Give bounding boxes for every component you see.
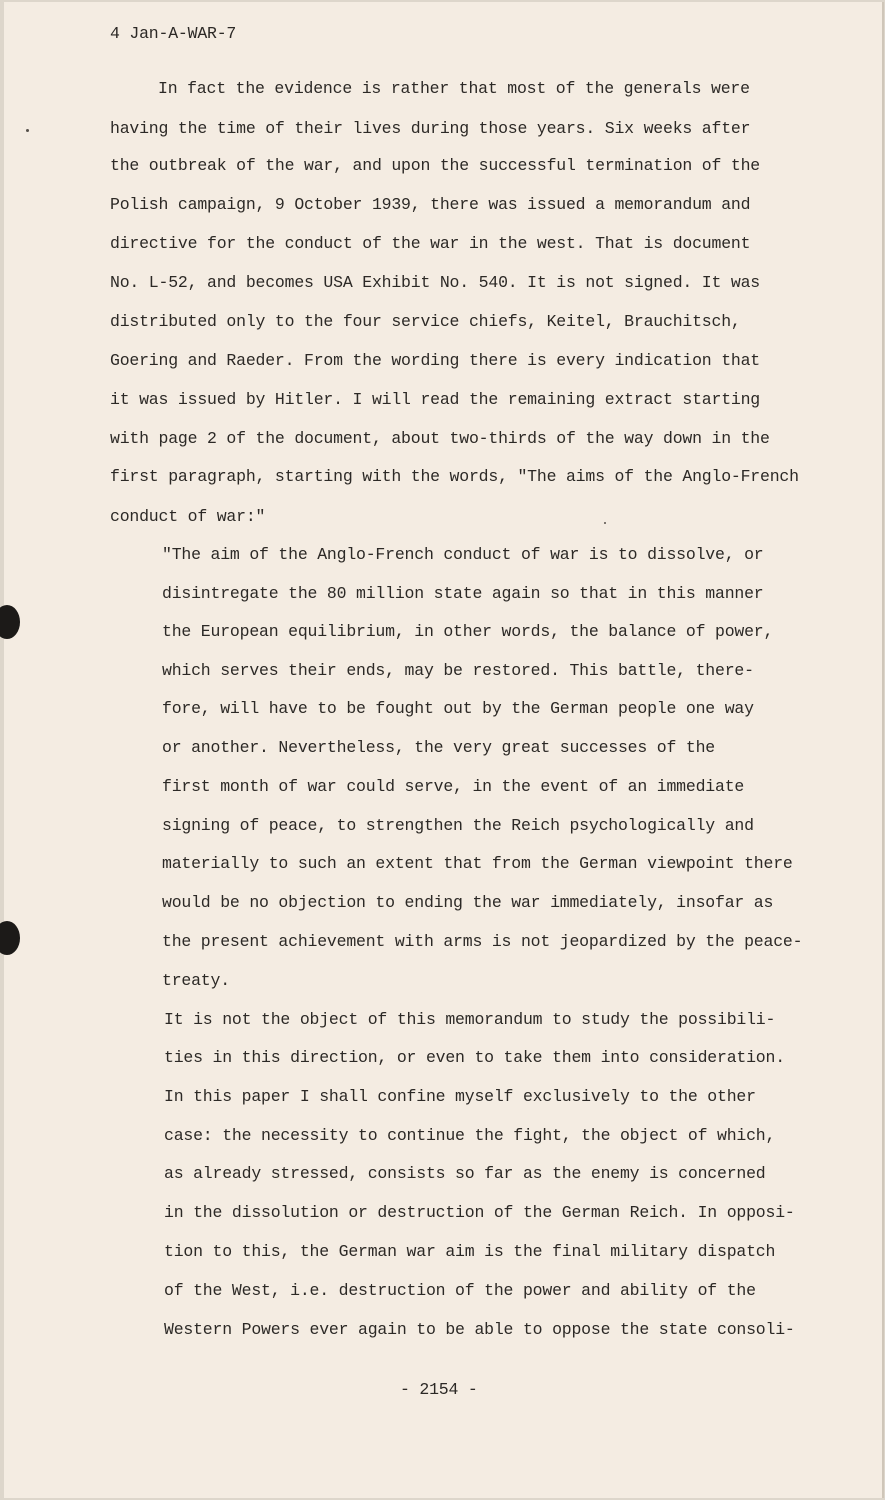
- quote-line: as already stressed, consists so far as the enemy is concerned: [164, 1164, 766, 1183]
- quote-line: tion to this, the German war aim is the final military dispatch: [164, 1242, 776, 1261]
- quote-line: It is not the object of this memorandum to study the possibili-: [164, 1010, 776, 1029]
- quote-line: treaty.: [162, 971, 230, 990]
- paper-speck: [26, 129, 29, 132]
- text-line: first paragraph, starting with the words, "The aims of the Anglo-French: [110, 467, 799, 486]
- quote-line: the European equilibrium, in other words, the balance of power,: [162, 622, 774, 641]
- text-line: having the time of their lives during those years. Six weeks after: [110, 119, 751, 138]
- text-line: No. L-52, and becomes USA Exhibit No. 540. It is not signed. It was: [110, 273, 761, 292]
- quote-line: disintregate the 80 million state again so that in this manner: [162, 584, 764, 603]
- text-line: with page 2 of the document, about two-thirds of the way down in the: [110, 429, 770, 448]
- quote-line: or another. Nevertheless, the very great successes of the: [162, 738, 715, 757]
- text-line: conduct of war:": [110, 507, 266, 526]
- text-line: distributed only to the four service chiefs, Keitel, Brauchitsch,: [110, 312, 741, 331]
- text-line: In fact the evidence is rather that most of the generals were: [158, 79, 750, 98]
- quote-line: case: the necessity to continue the fight, the object of which,: [164, 1126, 776, 1145]
- quote-line: In this paper I shall confine myself exclusively to the other: [164, 1087, 756, 1106]
- text-line: directive for the conduct of the war in the west. That is document: [110, 234, 751, 253]
- quote-line: would be no objection to ending the war immediately, insofar as: [162, 893, 774, 912]
- header-reference: 4 Jan-A-WAR-7: [110, 24, 237, 43]
- quote-line: the present achievement with arms is not jeopardized by the peace-: [162, 932, 803, 951]
- document-page: [4, 2, 884, 1498]
- text-line: Goering and Raeder. From the wording there is every indication that: [110, 351, 761, 370]
- quote-line: ties in this direction, or even to take them into consideration.: [164, 1048, 785, 1067]
- text-line: Polish campaign, 9 October 1939, there was issued a memorandum and: [110, 195, 751, 214]
- quote-line: Western Powers ever again to be able to oppose the state consoli-: [164, 1320, 795, 1339]
- quote-line: which serves their ends, may be restored. This battle, there-: [162, 661, 754, 680]
- quote-line: materially to such an extent that from the German viewpoint there: [162, 854, 793, 873]
- quote-line: signing of peace, to strengthen the Reich psychologically and: [162, 816, 754, 835]
- page-number: - 2154 -: [400, 1380, 478, 1399]
- quote-line: first month of war could serve, in the event of an immediate: [162, 777, 745, 796]
- paper-speck: [604, 522, 606, 524]
- quote-line: in the dissolution or destruction of the German Reich. In opposi-: [164, 1203, 795, 1222]
- quote-line: "The aim of the Anglo-French conduct of war is to dissolve, or: [162, 545, 764, 564]
- text-line: it was issued by Hitler. I will read the remaining extract starting: [110, 390, 761, 409]
- quote-line: of the West, i.e. destruction of the power and ability of the: [164, 1281, 756, 1300]
- text-line: the outbreak of the war, and upon the successful termination of the: [110, 156, 761, 175]
- quote-line: fore, will have to be fought out by the German people one way: [162, 699, 754, 718]
